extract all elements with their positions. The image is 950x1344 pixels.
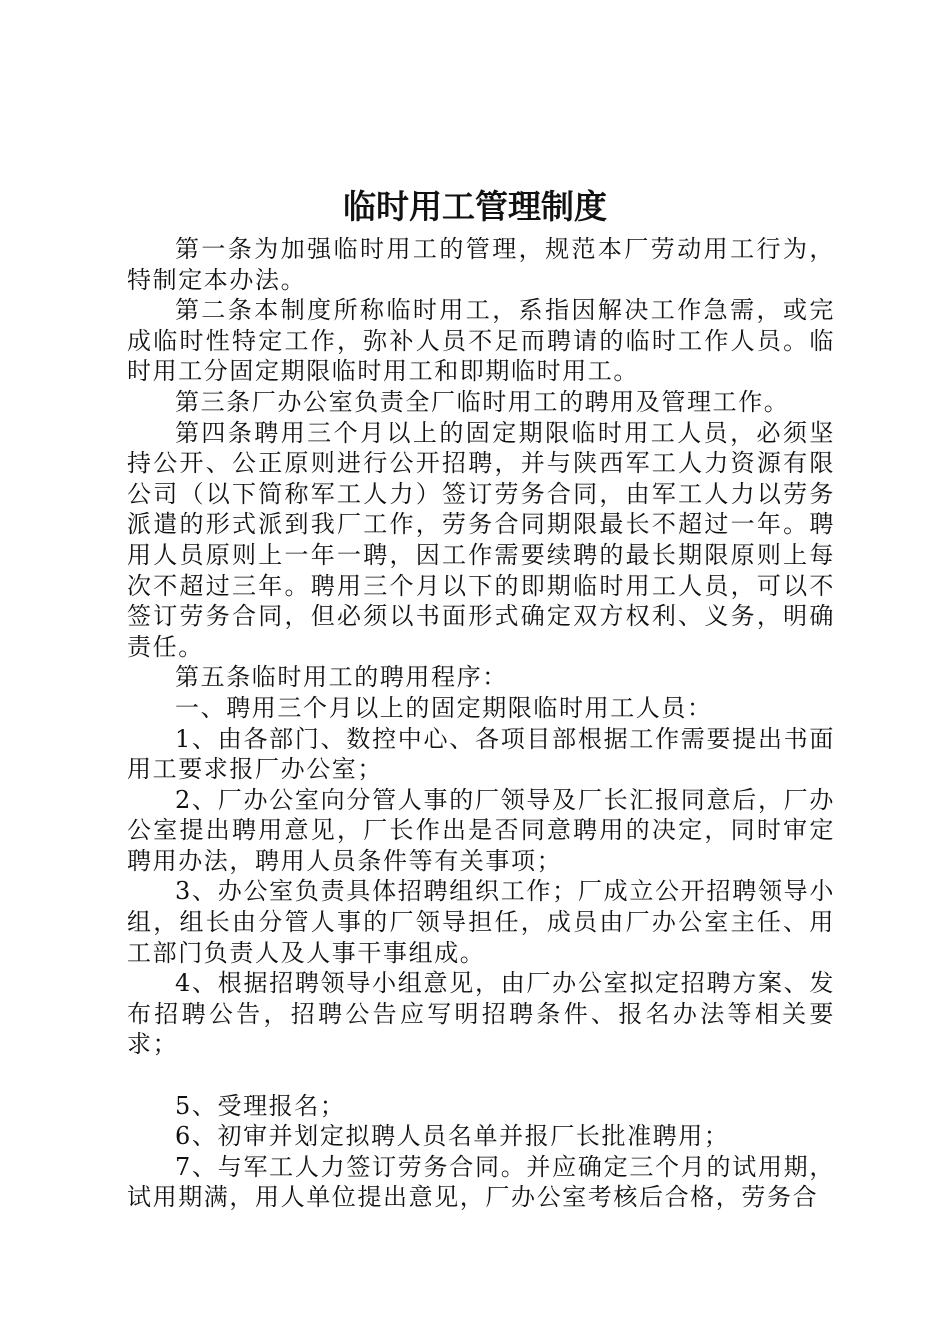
article-5-paragraph: 第五条临时用工的聘用程序： <box>175 663 508 692</box>
step-3-paragraph: 3、办公室负责具体招聘组织工作；厂成立公开招聘领导小组，组长由分管人事的厂领导担任，成员由厂办公室主任、用工部门负责人及人事干事组成。 <box>127 877 835 967</box>
step-2-paragraph: 2、厂办公室向分管人事的厂领导及厂长汇报同意后，厂办公室提出聘用意见，厂长作出是否同意聘用的决定，同时审定聘用办法，聘用人员条件等有关事项； <box>127 785 835 875</box>
article-2-paragraph: 第二条本制度所称临时用工，系指因解决工作急需，或完成临时性特定工作，弥补人员不足而聘请的临时工作人员。临时用工分固定期限临时用工和即期临时用工。 <box>127 296 835 386</box>
article-3-paragraph: 第三条厂办公室负责全厂临时用工的聘用及管理工作。 <box>175 387 790 416</box>
section-1-heading: 一、聘用三个月以上的固定期限临时用工人员： <box>175 693 713 722</box>
document-body <box>127 234 835 1213</box>
step-6-paragraph: 6、初审并划定拟聘人员名单并报厂长批准聘用； <box>175 1122 730 1151</box>
document-title: 临时用工管理制度 <box>343 187 607 226</box>
article-1-paragraph: 第一条为加强临时用工的管理，规范本厂劳动用工行为，特制定本办法。 <box>127 235 835 294</box>
step-1-paragraph: 1、由各部门、数控中心、各项目部根据工作需要提出书面用工要求报厂办公室； <box>127 724 835 784</box>
step-5-paragraph: 5、受理报名； <box>175 1091 346 1120</box>
article-4-paragraph: 第四条聘用三个月以上的固定期限临时用工人员，必须坚持公开、公正原则进行公开招聘，并与陕西军工人力资源有限公司（以下简称军工人力）签订劳务合同，由军工人力以劳务派遣的形式派到我厂工作，劳务合同期限最长不超过一年。聘用人员原则上一年一聘，因工作需要续聘的最长期限原则上每次不超过三年。聘用三个月以下的即期临时用工人员，可以不签订劳务合同，但必须以书面形式确定双方权利、义务，明确责任。 <box>127 418 835 661</box>
step-7-paragraph: 7、与军工人力签订劳务合同。并应确定三个月的试用期，试用期满，用人单位提出意见，厂办公室考核后合格，劳务合 <box>127 1152 835 1212</box>
step-4-paragraph: 4、根据招聘领导小组意见，由厂办公室拟定招聘方案、发布招聘公告，招聘公告应写明招聘条件、报名办法等相关要求； <box>127 969 835 1059</box>
